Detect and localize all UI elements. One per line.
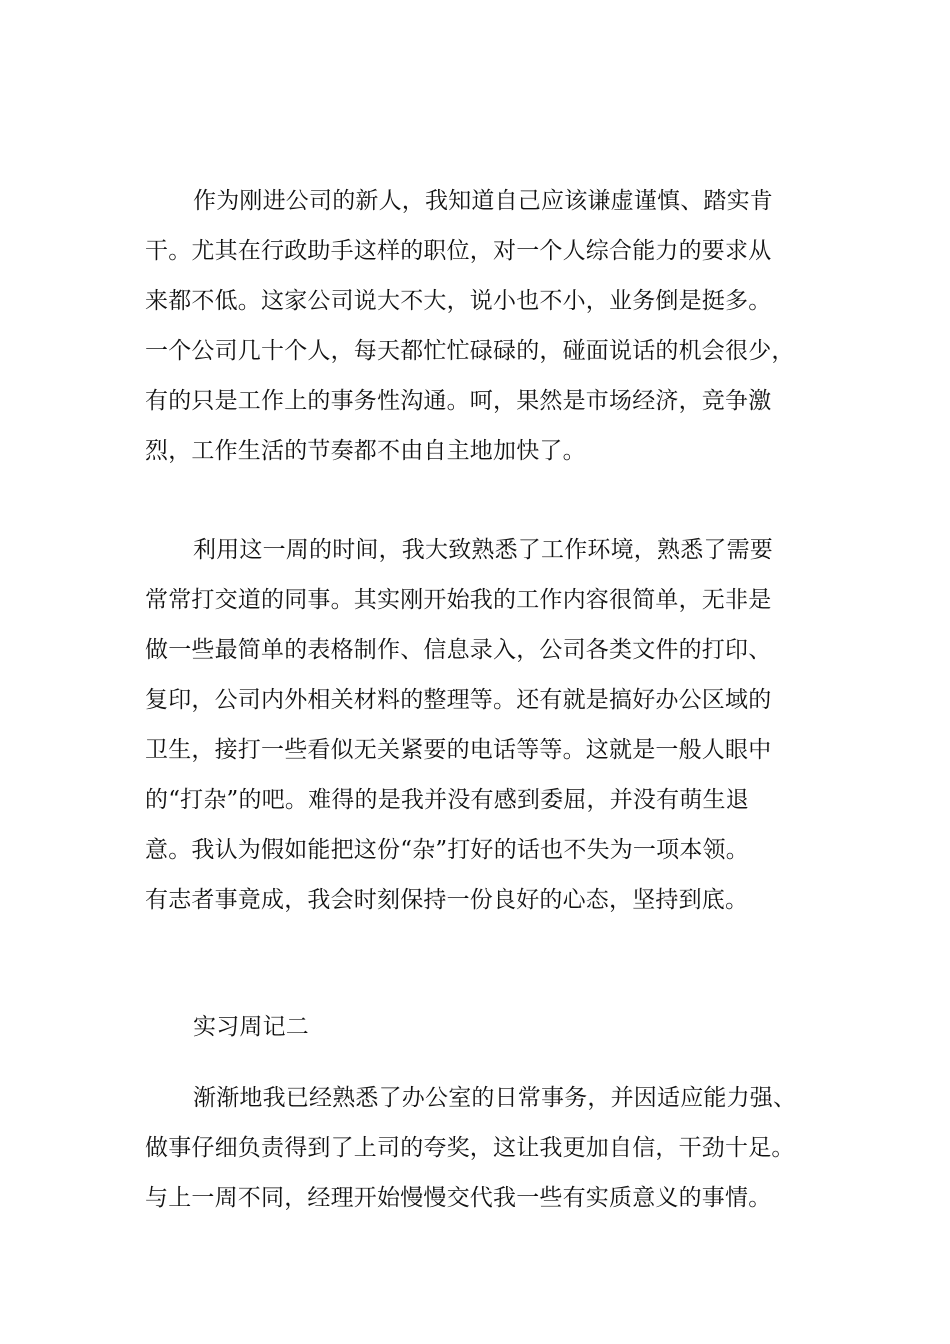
paragraph-1-line-5: 有的只是工作上的事务性沟通。呵，果然是市场经济，竞争激	[145, 388, 772, 414]
paragraph-2-line-5: 卫生，接打一些看似无关紧要的电话等等。这就是一般人眼中	[145, 737, 772, 763]
paragraph-1-line-4: 一个公司几十个人，每天都忙忙碌碌的，碰面说话的机会很少，	[145, 338, 795, 364]
paragraph-1-line-2: 干。尤其在行政助手这样的职位，对一个人综合能力的要求从	[145, 238, 772, 264]
paragraph-2-line-8: 有志者事竟成，我会时刻保持一份良好的心态，坚持到底。	[145, 887, 749, 913]
paragraph-1-line-3: 来都不低。这家公司说大不大，说小也不小，业务倒是挺多。	[145, 288, 772, 314]
paragraph-2-line-3: 做一些最简单的表格制作、信息录入，公司各类文件的打印、	[145, 637, 772, 663]
paragraph-3-line-1: 渐渐地我已经熟悉了办公室的日常事务，并因适应能力强、	[193, 1085, 797, 1111]
paragraph-2-line-2: 常常打交道的同事。其实刚开始我的工作内容很简单，无非是	[145, 587, 772, 613]
paragraph-1-line-6: 烈，工作生活的节奏都不由自主地加快了。	[145, 438, 586, 464]
paragraph-3-line-3: 与上一周不同，经理开始慢慢交代我一些有实质意义的事情。	[145, 1185, 772, 1211]
paragraph-3-line-2: 做事仔细负责得到了上司的夸奖，这让我更加自信，干劲十足。	[145, 1135, 795, 1161]
paragraph-2-line-1: 利用这一周的时间，我大致熟悉了工作环境，熟悉了需要	[193, 537, 773, 563]
paragraph-2-line-4: 复印，公司内外相关材料的整理等。还有就是搞好办公区域的	[145, 687, 772, 713]
section-heading: 实习周记二	[193, 1014, 309, 1040]
paragraph-2-line-6: 的“打杂”的吧。难得的是我并没有感到委屈，并没有萌生退	[145, 787, 749, 813]
paragraph-2-line-7: 意。我认为假如能把这份“杂”打好的话也不失为一项本领。	[145, 837, 749, 863]
paragraph-1-line-1: 作为刚进公司的新人，我知道自己应该谦虚谨慎、踏实肯	[193, 188, 773, 214]
